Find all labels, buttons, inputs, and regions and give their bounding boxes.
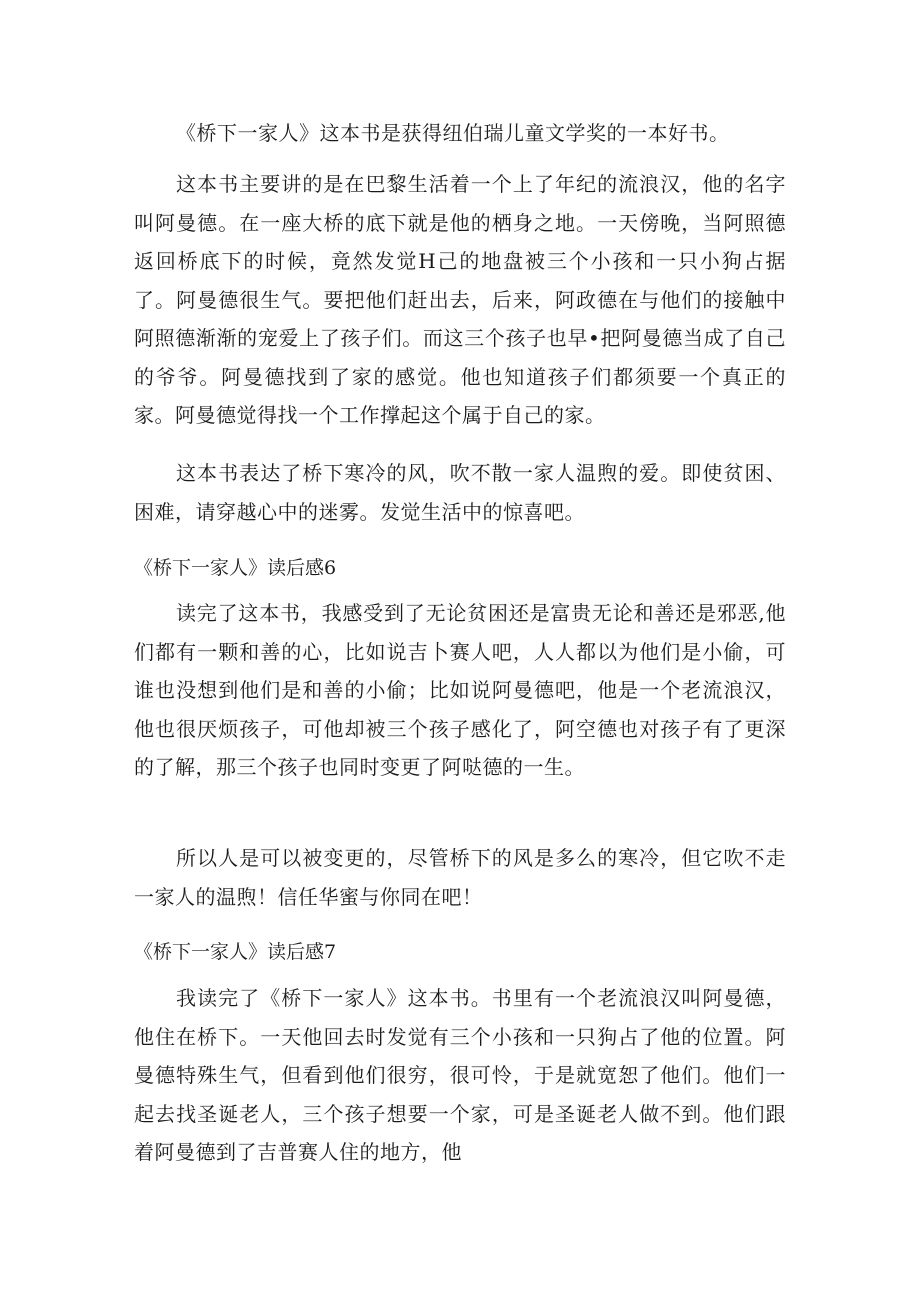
essay7-paragraph-1: 我读完了《桥下一家人》这本书。书里有一个老流浪汉叫阿曼德，他住在桥下。一天他回去时发觉有三个小孩和一只狗占了他的位置。阿曼德特殊生气，但看到他们很穷，很可怜，于是就宽恕了他们。他们一起去找圣诞老人，三个孩子想要一个家，可是圣诞老人做不到。他们跟着阿曼德到了吉普赛人住的地方，他 bbox=[134, 986, 786, 1164]
essay6-paragraph-2: 所以人是可以被变更的，尽管桥下的风是多么的寒冷，但它吹不走一家人的温煦！信任华蜜与你同在吧！ bbox=[134, 846, 786, 909]
section-heading-6: 《桥下一家人》读后感6 bbox=[134, 557, 337, 579]
intro-paragraph: 《桥下一家人》这本书是获得纽伯瑞儿童文学奖的一本好书。 bbox=[176, 121, 730, 145]
section-heading-7: 《桥下一家人》读后感7 bbox=[134, 941, 337, 963]
summary-paragraph: 这本书主要讲的是在巴黎生活着一个上了年纪的流浪汉，他的名字叫阿曼德。在一座大桥的底下就是他的栖身之地。一天傍晚，当阿照德返回桥底下的时候，竟然发觉H己的地盘被三个小孩和一只小狗占据了。阿曼德很生气。要把他们赶出去，后来，阿政德在与他们的接触中阿照德渐渐的宠爱上了孩子们。而这三个孩子也早•把阿曼德当成了自己的爷爷。阿曼德找到了家的感觉。他也知道孩子们都须要一个真正的家。阿曼德觉得找一个工作撑起这个属于自己的家。 bbox=[134, 172, 786, 427]
essay6-paragraph-1: 读完了这本书，我感受到了无论贫困还是富贵无论和善还是邪恶,他们都有一颗和善的心，比如说吉卜赛人吧，人人都以为他们是小偷，可谁也没想到他们是和善的小偷；比如说阿曼德吧，他是一个老流浪汉，他也很厌烦孩子，可他却被三个孩子感化了，阿空德也对孩子有了更深的了解，那三个孩子也同时变更了阿哒德的一生。 bbox=[134, 601, 786, 779]
closing-paragraph: 这本书表达了桥下寒冷的风，吹不散一家人温煦的爱。即使贫困、困难，请穿越心中的迷雾。发觉生活中的惊喜吧。 bbox=[134, 461, 786, 524]
